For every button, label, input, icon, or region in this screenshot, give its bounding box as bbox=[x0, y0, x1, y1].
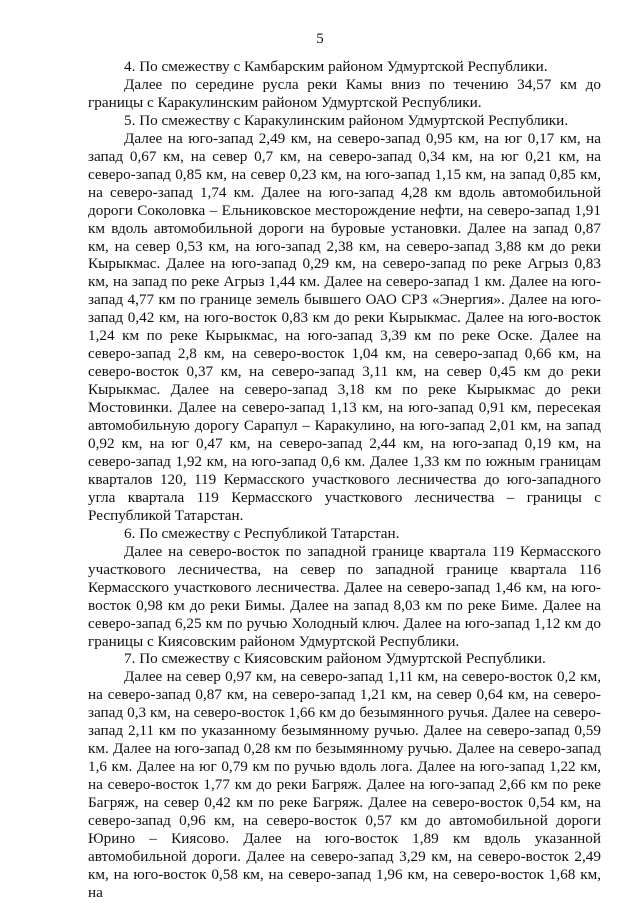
document-body bbox=[88, 58, 601, 902]
paragraph: Далее по середине русла реки Камы вниз по течению 34,57 км до границы с Каракулинским районом Удмуртской Республики. bbox=[88, 75, 601, 111]
page-number: 5 bbox=[316, 31, 324, 47]
paragraph: Далее на юго-запад 2,49 км, на северо-запад 0,95 км, на юг 0,17 км, на запад 0,67 км, на север 0,7 км, на северо-запад 0,34 км, на юг 0,21 км, на северо-запад 0,85 км, на север 0,23 км, на юго-запад 1,15 км, на запад 0,85 км, на северо-запад 1,74 км. Далее на юго-запад 4,28 км вдоль автомобильной дороги Соколовка – Ельниковское месторождение нефти, на северо-запад 1,91 км вдоль автомобильной дороги на буровые установки. Далее на запад 0,87 км, на север 0,53 км, на юго-запад 2,38 км, на северо-запад 3,88 км до реки Кырыкмас. Далее на юго-запад 0,29 км, на северо-запад по реке Агрыз 0,83 км, на запад по реке Агрыз 1,44 км. Далее на северо-запад 1 км. Далее на юго-запад 4,77 км по границе земель бывшего ОАО СРЗ «Энергия». Далее на юго-запад 0,42 км, на юго-восток 0,83 км до реки Кырыкмас. Далее на юго-восток 1,24 км по реке Кырыкмас, на юго-запад 3,39 км по реке Оске. Далее на северо-запад 2,8 км, на северо-восток 1,04 км, на северо-запад 0,66 км, на северо-восток 0,37 км, на северо-запад 3,11 км, на север 0,45 км до реки Кырыкмас. Далее на северо-запад 3,18 км по реке Кырыкмас до реки Мостовинки. Далее на северо-запад 1,13 км, на юго-запад 0,91 км, пересекая автомобильную дорогу Сарапул – Каракулино, на юго-запад 2,01 км, на запад 0,92 км, на юг 0,47 км, на северо-запад 2,44 км, на юго-запад 0,19 км, на северо-запад 1,92 км, на юго-запад 0,6 км. Далее 1,33 км по южным границам кварталов 120, 119 Кермасского участкового лесничества до юго-западного угла квартала 119 Кермасского участкового лесничества – границы с Республикой Татарстан. bbox=[88, 129, 601, 524]
section-heading-4: 4. По смежеству с Камбарским районом Удмуртской Республики. bbox=[124, 58, 548, 75]
paragraph: Далее на север 0,97 км, на северо-запад 1,11 км, на северо-восток 0,2 км, на северо-запад 0,87 км, на северо-запад 1,21 км, на север 0,64 км, на северо-запад 0,3 км, на северо-восток 1,66 км до безымянного ручья. Далее на северо-запад 2,11 км по указанному безымянному ручью. Далее на северо-запад 0,59 км. Далее на юго-запад 0,28 км по безымянному ручью. Далее на северо-запад 1,6 км. Далее на юг 0,79 км по ручью вдоль лога. Далее на юго-запад 1,22 км, на северо-восток 1,77 км до реки Багряж. Далее на юго-запад 2,66 км по реке Багряж, на север 0,42 км по реке Багряж. Далее на северо-восток 0,54 км, на северо-запад 0,96 км, на северо-восток 0,57 км до автомобильной дороги Юрино – Киясово. Далее на юго-восток 1,89 км вдоль указанной автомобильной дороги. Далее на северо-запад 3,29 км, на северо-восток 2,49 км, на юго-восток 0,58 км, на северо-запад 1,96 км, на северо-восток 1,68 км, на bbox=[88, 668, 601, 901]
section-heading-5: 5. По смежеству с Каракулинским районом Удмуртской Республики. bbox=[124, 111, 569, 129]
section-heading-7: 7. По смежеству с Киясовским районом Удмуртской Республики. bbox=[124, 650, 546, 668]
section-heading-6: 6. По смежеству с Республикой Татарстан. bbox=[124, 524, 400, 542]
paragraph: Далее на северо-восток по западной границе квартала 119 Кермасского участкового лесничества, на север по западной границе квартала 116 Кермасского участкового лесничества. Далее на северо-запад 1,46 км, на юго-восток 0,98 км до реки Бимы. Далее на запад 8,03 км по реке Биме. Далее на северо-запад 6,25 км по ручью Холодный ключ. Далее на юго-запад 1,12 км до границы с Киясовским районом Удмуртской Республики. bbox=[88, 542, 601, 650]
